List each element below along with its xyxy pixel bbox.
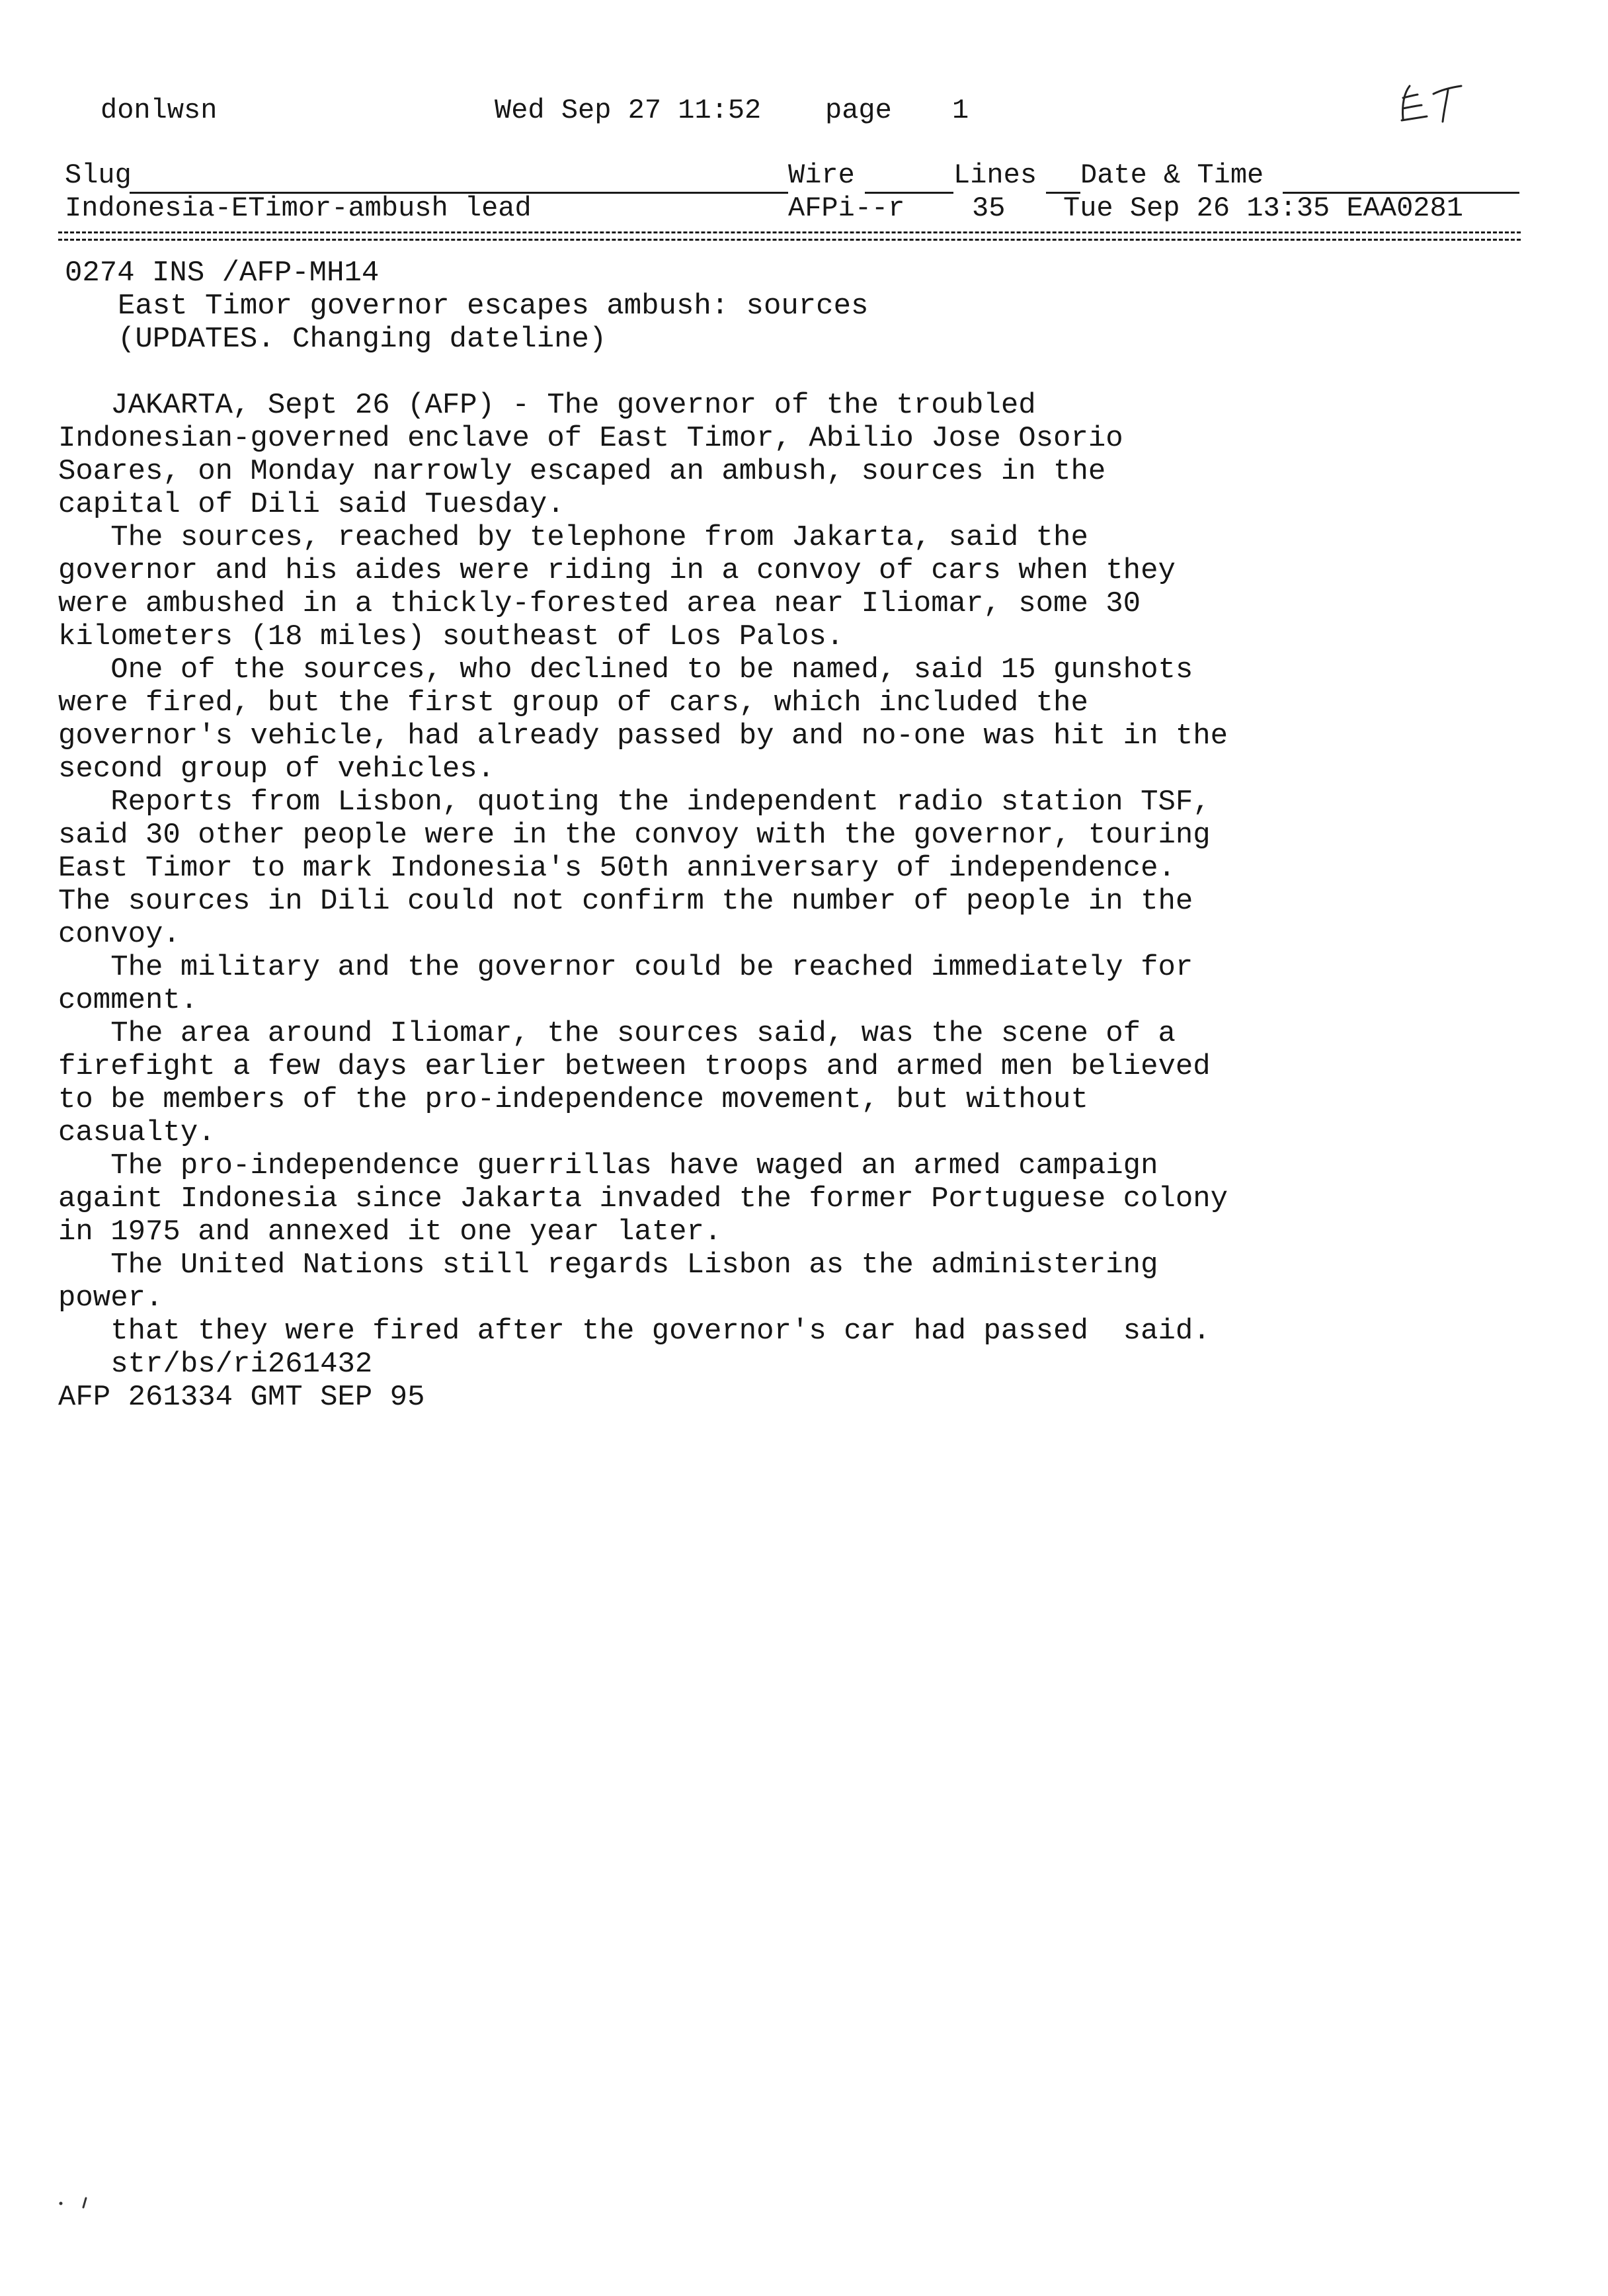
body-line: firefight a few days earlier between troops and armed men believed [58, 1050, 1211, 1083]
wire-value: AFPi--r [788, 192, 905, 224]
body-line: in 1975 and annexed it one year later. [58, 1215, 722, 1249]
handwritten-note [1395, 78, 1468, 131]
body-line: kilometers (18 miles) southeast of Los Palos. [58, 620, 844, 653]
slug-value: Indonesia-ETimor-ambush lead [65, 192, 532, 224]
body-line: AFP 261334 GMT SEP 95 [58, 1381, 425, 1414]
body-line: Indonesian-governed enclave of East Timor, Abilio Jose Osorio [58, 422, 1123, 455]
story-subhead: (UPDATES. Changing dateline) [118, 323, 607, 356]
wire-label: Wire [788, 159, 855, 191]
datetime-label: Date & Time [1080, 159, 1264, 191]
datetime-value: Tue Sep 26 13:35 EAA0281 [1063, 192, 1463, 224]
body-line: convoy. [58, 918, 181, 951]
body-line: str/bs/ri261432 [58, 1348, 373, 1381]
body-line: The sources, reached by telephone from Jakarta, said the [58, 521, 1088, 554]
body-line: JAKARTA, Sept 26 (AFP) - The governor of the troubled [58, 389, 1036, 422]
body-line: East Timor to mark Indonesia's 50th anniversary of independence. [58, 852, 1176, 885]
body-line: One of the sources, who declined to be named, said 15 gunshots [58, 653, 1193, 686]
body-line: capital of Dili said Tuesday. [58, 488, 565, 521]
body-line: The United Nations still regards Lisbon as the administering [58, 1249, 1158, 1282]
print-page-label: page [825, 95, 892, 126]
body-line: governor and his aides were riding in a convoy of cars when they [58, 554, 1176, 587]
story-headline: East Timor governor escapes ambush: sources [118, 290, 869, 323]
print-page-number: 1 [952, 95, 969, 126]
body-line: to be members of the pro-independence movement, but without [58, 1083, 1088, 1116]
body-line: againt Indonesia since Jakarta invaded the former Portuguese colony [58, 1182, 1228, 1215]
body-line: The sources in Dili could not confirm the number of people in the [58, 885, 1193, 918]
body-line: Reports from Lisbon, quoting the independent radio station TSF, [58, 786, 1211, 819]
body-line: The area around Iliomar, the sources said, was the scene of a [58, 1017, 1176, 1050]
body-line: second group of vehicles. [58, 753, 495, 786]
body-line: Soares, on Monday narrowly escaped an ambush, sources in the [58, 455, 1106, 488]
body-line: governor's vehicle, had already passed by and no-one was hit in the [58, 719, 1228, 753]
lines-label: Lines [953, 159, 1037, 191]
body-line: casualty. [58, 1116, 216, 1149]
print-user: donlwsn [100, 95, 218, 126]
separator-rule [58, 231, 1521, 241]
body-line: said 30 other people were in the convoy with the governor, touring [58, 819, 1211, 852]
body-line: comment. [58, 984, 198, 1017]
body-line: that they were fired after the governor's car had passed said. [58, 1315, 1211, 1348]
body-line: The military and the governor could be reached immediately for [58, 951, 1193, 984]
body-line: power. [58, 1282, 163, 1315]
lines-value: 35 [972, 192, 1006, 224]
story-id: 0274 INS /AFP-MH14 [65, 257, 380, 290]
slug-label: Slug [65, 159, 132, 191]
body-line: The pro-independence guerrillas have waged an armed campaign [58, 1149, 1158, 1182]
print-datetime: Wed Sep 27 11:52 [495, 95, 762, 126]
scan-specks [52, 2190, 98, 2210]
body-line: were ambushed in a thickly-forested area near Iliomar, some 30 [58, 587, 1141, 620]
body-line: were fired, but the first group of cars, which included the [58, 686, 1088, 719]
